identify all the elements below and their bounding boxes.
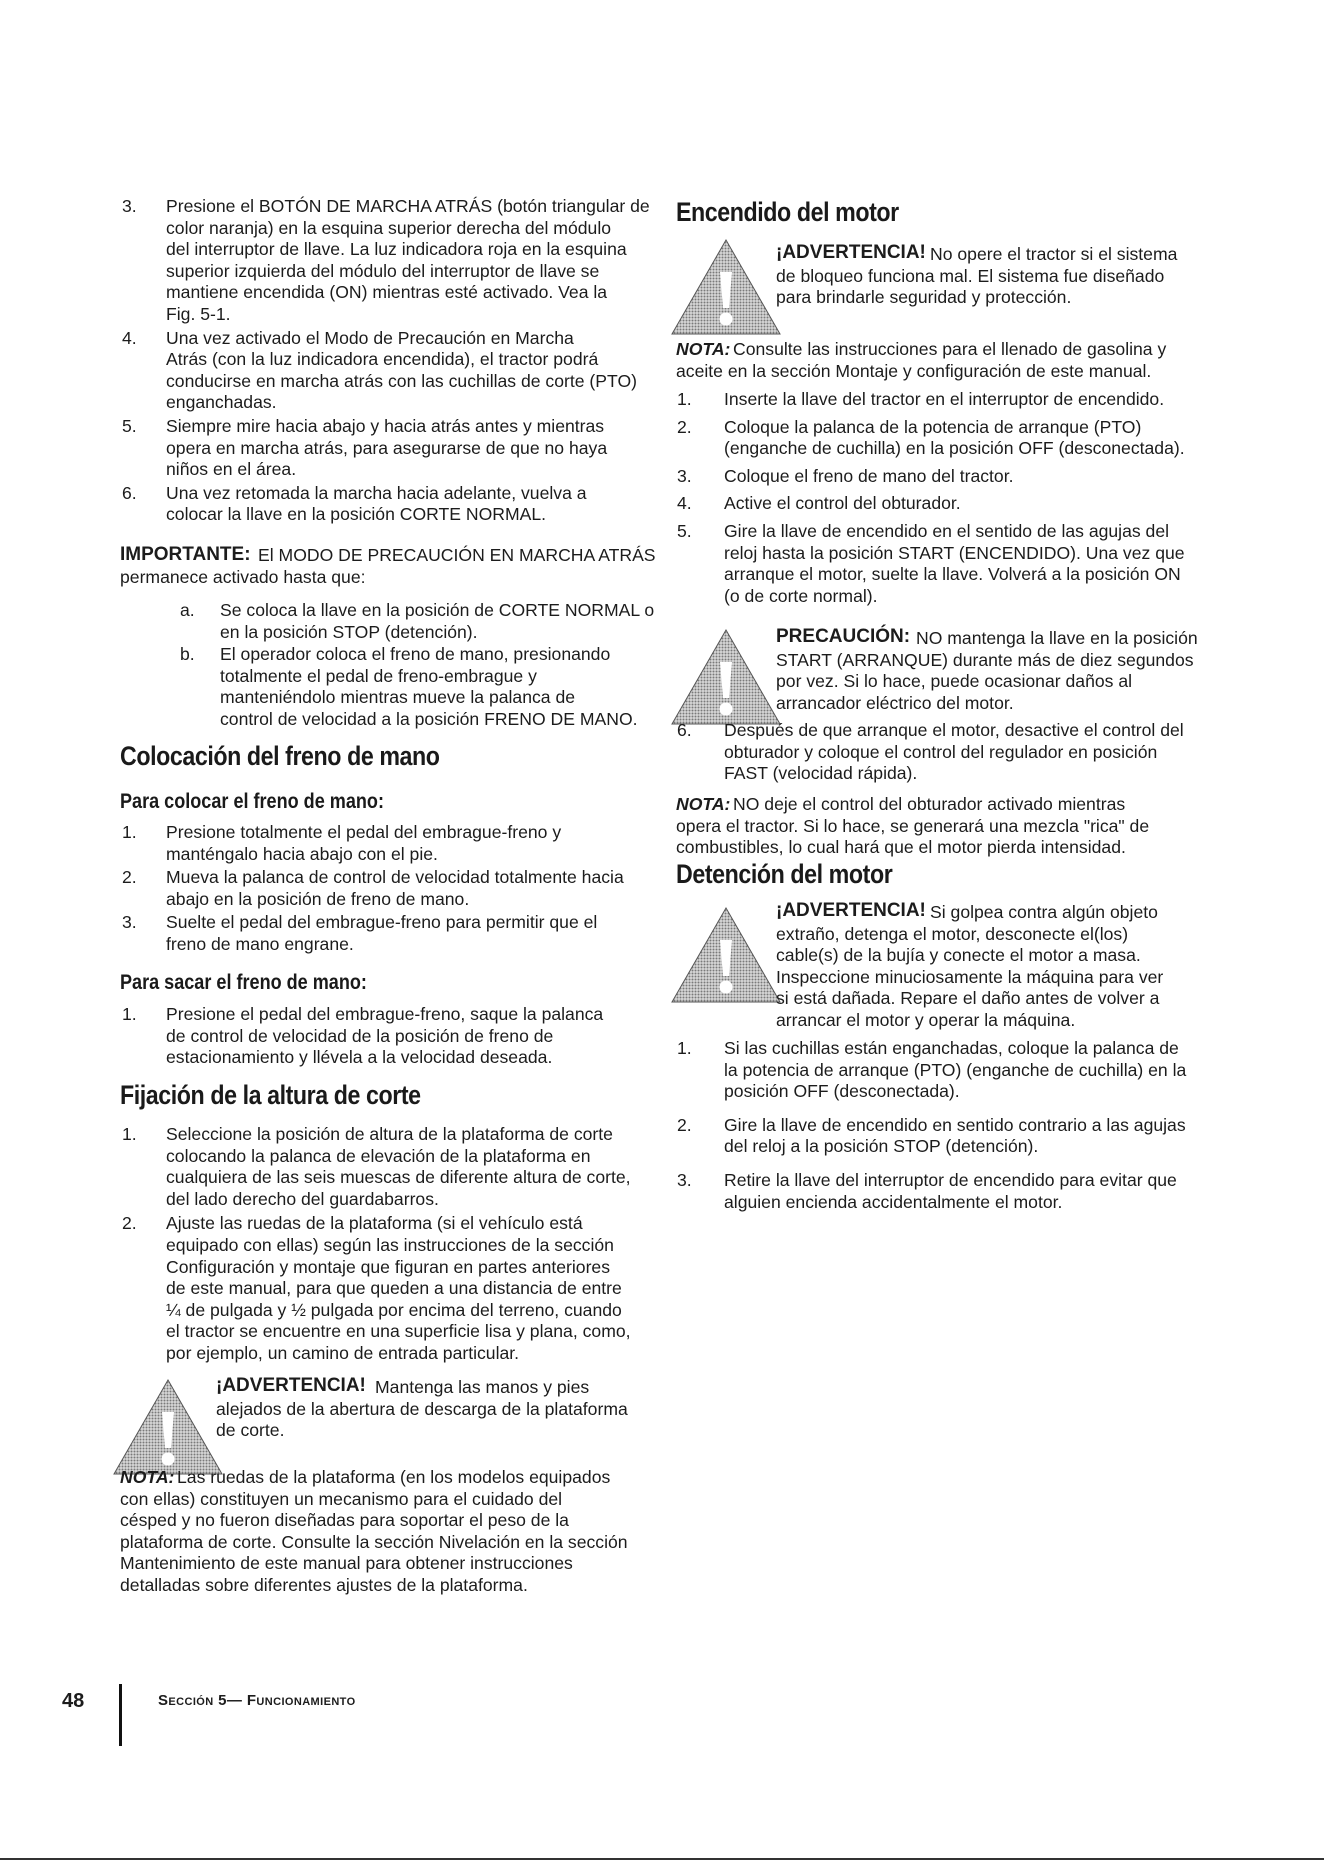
intro-item-line: del interruptor de llave. La luz indicadora roja en la esquina: [166, 239, 627, 260]
altura-item-line: el tractor se encuentre en una superficie lisa y plana, como,: [166, 1321, 631, 1342]
warning-label: ¡ADVERTENCIA!: [216, 1375, 366, 1396]
caution-label: PRECAUCIÓN:: [776, 626, 911, 647]
intro-item-line: conducirse en marcha atrás con las cuchillas de corte (PTO): [166, 370, 638, 391]
warning-line: cable(s) de la bujía y conecte el motor a masa.: [776, 945, 1141, 966]
altura-item-line: del lado derecho del guardabarros.: [166, 1188, 439, 1209]
altura-item-line: cualquiera de las seis muescas de diferente altura de corte,: [166, 1167, 631, 1188]
intro-item-line: Presione el BOTÓN DE MARCHA ATRÁS (botón triangular de: [166, 196, 650, 216]
intro-item-line: Fig. 5-1.: [166, 304, 231, 324]
encendido-item-line: Coloque el freno de mano del tractor.: [724, 465, 1014, 486]
detencion-item-number: 1.: [677, 1038, 692, 1058]
altura-item-number: 2.: [122, 1213, 137, 1234]
detencion-item-number: 2.: [677, 1114, 692, 1135]
importante-line: permanece activado hasta que:: [120, 566, 366, 587]
sub-item-line: totalmente el pedal de freno-embrague y: [220, 665, 537, 686]
warning-line: de bloqueo funciona mal. El sistema fue diseñado: [776, 265, 1165, 286]
altura-item-line: Ajuste las ruedas de la plataforma (si el vehículo está: [166, 1213, 583, 1234]
encendido-item-line: FAST (velocidad rápida).: [724, 763, 918, 784]
warning-line: No opere el tractor si el sistema: [930, 244, 1178, 264]
caution-line: arrancador eléctrico del motor.: [776, 692, 1014, 713]
page-number: 48: [62, 1690, 85, 1712]
encendido-item-number: 6.: [677, 720, 692, 740]
sub-item-line: manteniéndolo mientras mueve la palanca de: [220, 687, 576, 708]
nota-line: con ellas) constituyen un mecanismo para el cuidado del: [120, 1488, 563, 1509]
warning-triangle-icon: [670, 906, 782, 1004]
heading-sacar-freno: Para sacar el freno de mano:: [120, 971, 367, 994]
importante-line: El MODO DE PRECAUCIÓN EN MARCHA ATRÁS: [258, 545, 656, 565]
intro-item-line: opera en marcha atrás, para asegurarse de que no haya: [166, 437, 608, 458]
caution-line: por vez. Si lo hace, puede ocasionar daños al: [776, 671, 1133, 692]
warning-line: Mantenga las manos y pies: [375, 1377, 590, 1397]
detencion-item-line: posición OFF (desconectada).: [724, 1081, 960, 1102]
altura-item-line: colocando la palanca de elevación de la plataforma en: [166, 1145, 591, 1166]
nota-label: NOTA:: [120, 1467, 175, 1487]
detencion-item-line: alguien encienda accidentalmente el motor.: [724, 1191, 1063, 1212]
altura-item-line: Configuración y montaje que figuran en partes anteriores: [166, 1256, 611, 1277]
caution-line: START (ARRANQUE) durante más de diez segundos: [776, 649, 1194, 670]
altura-item-line: por ejemplo, un camino de entrada particular.: [166, 1343, 520, 1363]
sub-item-line: El operador coloca el freno de mano, presionando: [220, 644, 611, 665]
warning-triangle-icon: [670, 628, 782, 726]
nota-line: Mantenimiento de este manual para obtener instrucciones: [120, 1553, 573, 1574]
sub-item-line: Se coloca la llave en la posición de CORTE NORMAL o: [220, 600, 655, 620]
colocar-item-line: manténgalo hacia abajo con el pie.: [166, 843, 438, 864]
heading-colocar-freno: Para colocar el freno de mano:: [120, 790, 384, 813]
intro-item-line: Una vez activado el Modo de Precaución en Marcha: [166, 327, 574, 348]
caution-line: NO mantenga la llave en la posición: [916, 628, 1198, 648]
intro-item-line: enganchadas.: [166, 392, 277, 413]
nota-label: NOTA:: [676, 794, 731, 814]
intro-item-line: colocar la llave en la posición CORTE NORMAL.: [166, 504, 547, 525]
sacar-item-line: Presione el pedal del embrague-freno, saque la palanca: [166, 1004, 604, 1024]
encendido-item-number: 1.: [677, 389, 692, 409]
footer-divider: [119, 1684, 122, 1746]
colocar-item-number: 3.: [122, 912, 137, 933]
warning-line: para brindarle seguridad y protección.: [776, 287, 1072, 308]
nota-line: Las ruedas de la plataforma (en los modelos equipados: [177, 1467, 611, 1487]
warning-triangle-icon: [112, 1378, 224, 1476]
sacar-item-line: estacionamiento y llévela a la velocidad deseada.: [166, 1047, 553, 1068]
encendido-item-line: Después de que arranque el motor, desactive el control del: [724, 720, 1184, 740]
intro-item-line: Atrás (con la luz indicadora encendida), el tractor podrá: [166, 349, 599, 370]
nota-line: aceite en la sección Montaje y configuración de este manual.: [676, 360, 1152, 381]
warning-label: ¡ADVERTENCIA!: [776, 242, 926, 263]
altura-item-line: ¼ de pulgada y ½ pulgada por encima del terreno, cuando: [166, 1299, 622, 1320]
nota-line: césped y no fueron diseñadas para soportar el peso de la: [120, 1510, 569, 1531]
intro-item-line: Siempre mire hacia abajo y hacia atrás antes y mientras: [166, 416, 605, 436]
encendido-item-line: arranque el motor, suelte la llave. Volverá a la posición ON: [724, 564, 1181, 585]
sacar-item-line: de control de velocidad de la posición de freno de: [166, 1025, 554, 1046]
detencion-item-line: Gire la llave de encendido en sentido contrario a las agujas: [724, 1114, 1186, 1135]
colocar-item-line: abajo en la posición de freno de mano.: [166, 888, 470, 909]
nota-line: Consulte las instrucciones para el llenado de gasolina y: [733, 339, 1167, 359]
nota-line: detalladas sobre diferentes ajustes de la plataforma.: [120, 1575, 528, 1595]
encendido-item-line: reloj hasta la posición START (ENCENDIDO). Una vez que: [724, 542, 1185, 563]
nota-label: NOTA:: [676, 339, 731, 359]
encendido-item-line: Coloque la palanca de la potencia de arranque (PTO): [724, 416, 1142, 437]
encendido-item-line: (enganche de cuchilla) en la posición OFF (desconectada).: [724, 438, 1185, 459]
sub-item-number: b.: [180, 644, 195, 665]
sacar-item-number: 1.: [122, 1004, 137, 1024]
detencion-item-number: 3.: [677, 1170, 692, 1190]
intro-item-line: niños en el área.: [166, 459, 297, 480]
warning-triangle-icon: [670, 238, 782, 336]
heading-altura-corte: Fijación de la altura de corte: [120, 1080, 421, 1110]
altura-item-line: de este manual, para que queden a una distancia de entre: [166, 1278, 622, 1299]
nota-line: opera el tractor. Si lo hace, se generará una mezcla "rica" de: [676, 815, 1150, 836]
sub-item-line: control de velocidad a la posición FRENO DE MANO.: [220, 709, 638, 729]
detencion-item-line: la potencia de arranque (PTO) (enganche de cuchilla) en la: [724, 1059, 1187, 1080]
warning-line: Si golpea contra algún objeto: [930, 902, 1158, 922]
section-title: Sección 5— Funcionamiento: [158, 1692, 356, 1709]
intro-item-number: 3.: [122, 196, 137, 216]
altura-item-line: equipado con ellas) según las instrucciones de la sección: [166, 1235, 614, 1255]
nota-line: NO deje el control del obturador activado mientras: [733, 794, 1126, 814]
detencion-item-line: Retire la llave del interruptor de encendido para evitar que: [724, 1170, 1177, 1190]
altura-item-number: 1.: [122, 1124, 137, 1144]
nota-line: combustibles, lo cual hará que el motor pierda intensidad.: [676, 837, 1126, 858]
warning-line: de corte.: [216, 1420, 285, 1441]
warning-line: extraño, detenga el motor, desconecte el(los): [776, 923, 1129, 944]
intro-item-line: Una vez retomada la marcha hacia adelante, vuelva a: [166, 482, 587, 503]
warning-line: si está dañada. Repare el daño antes de volver a: [776, 988, 1160, 1009]
intro-item-line: color naranja) en la esquina superior derecha del módulo: [166, 217, 612, 238]
warning-line: arrancar el motor y operar la máquina.: [776, 1010, 1076, 1030]
colocar-item-line: Presione totalmente el pedal del embrague-freno y: [166, 822, 562, 842]
detencion-item-line: del reloj a la posición STOP (detención).: [724, 1136, 1039, 1157]
intro-item-number: 4.: [122, 327, 137, 348]
altura-item-line: Seleccione la posición de altura de la plataforma de corte: [166, 1124, 613, 1144]
detencion-item-line: Si las cuchillas están enganchadas, coloque la palanca de: [724, 1038, 1179, 1058]
encendido-item-number: 5.: [677, 521, 692, 541]
colocar-item-number: 1.: [122, 822, 137, 842]
intro-item-line: superior izquierda del módulo del interruptor de llave se: [166, 260, 600, 281]
colocar-item-line: Suelte el pedal del embrague-freno para permitir que el: [166, 912, 598, 933]
encendido-item-line: Gire la llave de encendido en el sentido de las agujas del: [724, 521, 1170, 541]
encendido-item-line: Inserte la llave del tractor en el interruptor de encendido.: [724, 389, 1165, 409]
encendido-item-number: 2.: [677, 416, 692, 437]
heading-freno-de-mano: Colocación del freno de mano: [120, 741, 440, 771]
sub-item-number: a.: [180, 600, 195, 620]
intro-item-number: 5.: [122, 416, 137, 436]
colocar-item-line: freno de mano engrane.: [166, 934, 354, 954]
heading-detencion: Detención del motor: [676, 859, 893, 889]
encendido-item-line: Active el control del obturador.: [724, 493, 961, 514]
warning-label: ¡ADVERTENCIA!: [776, 900, 926, 921]
encendido-item-line: obturador y coloque el control del regulador en posición: [724, 741, 1158, 762]
heading-encendido: Encendido del motor: [676, 197, 899, 227]
page-bottom-rule: [0, 1858, 1324, 1860]
encendido-item-number: 3.: [677, 465, 692, 486]
warning-line: Inspeccione minuciosamente la máquina para ver: [776, 966, 1164, 987]
encendido-item-line: (o de corte normal).: [724, 585, 878, 606]
importante-label: IMPORTANTE:: [120, 544, 251, 565]
intro-item-number: 6.: [122, 482, 137, 503]
warning-line: alejados de la abertura de descarga de la plataforma: [216, 1398, 628, 1419]
nota-line: plataforma de corte. Consulte la sección Nivelación en la sección: [120, 1531, 628, 1552]
encendido-item-number: 4.: [677, 493, 692, 514]
colocar-item-line: Mueva la palanca de control de velocidad totalmente hacia: [166, 867, 624, 888]
sub-item-line: en la posición STOP (detención).: [220, 621, 478, 642]
colocar-item-number: 2.: [122, 867, 137, 888]
intro-item-line: mantiene encendida (ON) mientras esté activado. Vea la: [166, 282, 608, 303]
